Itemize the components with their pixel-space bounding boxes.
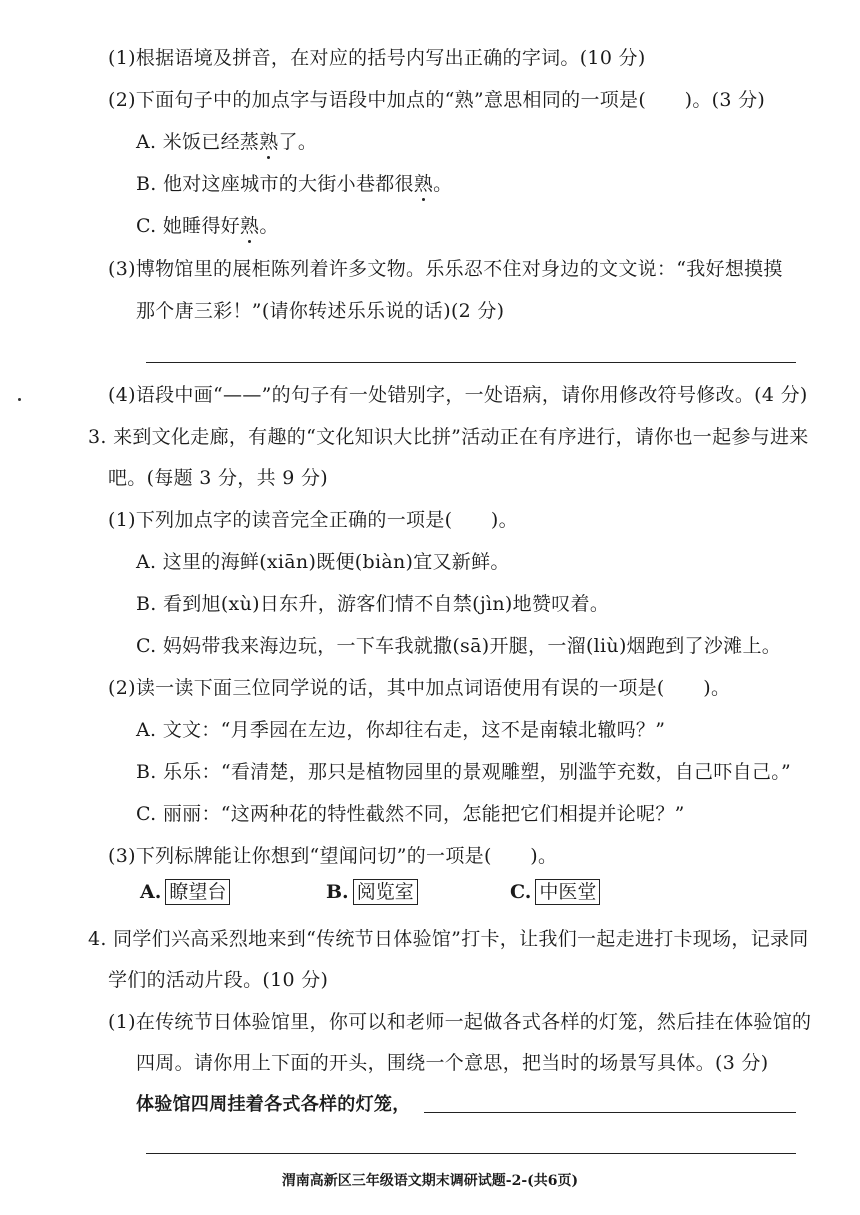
sign-a: 瞭望台 <box>165 879 230 905</box>
answer-line-q2-3[interactable] <box>146 362 796 363</box>
q3-sub3-option-b: B. 阅览室 <box>326 878 418 906</box>
q3-sub2: (2)读一读下面三位同学说的话，其中加点词语使用有误的一项是( )。 <box>108 677 731 699</box>
q3-sub3-option-a: A. 瞭望台 <box>140 878 230 906</box>
q3-heading-line2: 吧。(每题 3 分，共 9 分) <box>108 467 328 489</box>
q4-sub1-prompt: 体验馆四周挂着各式各样的灯笼， <box>136 1094 411 1115</box>
q2-sub2: (2)下面句子中的加点字与语段中加点的“熟”意思相同的一项是( )。(3 分) <box>108 89 766 111</box>
q3-sub2-option-c: C. 丽丽：“这两种花的特性截然不同，怎能把它们相提并论呢？” <box>136 803 685 825</box>
q2-sub2-option-b: B. 他对这座城市的大街小巷都很熟。 <box>136 173 453 195</box>
sign-b: 阅览室 <box>353 879 418 905</box>
q2-sub2-option-c: C. 她睡得好熟。 <box>136 215 279 237</box>
q3-sub1-option-b: B. 看到旭(xù)日东升，游客们情不自禁(jìn)地赞叹着。 <box>136 593 610 615</box>
q3-sub3-option-c: C. 中医堂 <box>510 878 600 906</box>
q3-sub1-option-c: C. 妈妈带我来海边玩，一下车我就撒(sā)开腿，一溜(liù)烟跑到了沙滩上。 <box>136 635 782 657</box>
q3-heading-line1: 3. 来到文化走廊，有趣的“文化知识大比拼”活动正在有序进行，请你也一起参与进来 <box>88 426 809 448</box>
q2-sub3-line2: 那个唐三彩！”(请你转述乐乐说的话)(2 分) <box>136 300 505 322</box>
answer-line-q4-1a[interactable] <box>424 1112 796 1113</box>
sign-c: 中医堂 <box>535 879 600 905</box>
q4-heading-line1: 4. 同学们兴高采烈地来到“传统节日体验馆”打卡，让我们一起走进打卡现场，记录同 <box>88 928 809 950</box>
q3-sub3: (3)下列标牌能让你想到“望闻问切”的一项是( )。 <box>108 845 558 867</box>
q2-sub1: (1)根据语境及拼音，在对应的括号内写出正确的字词。(10 分) <box>108 47 646 69</box>
q3-sub1: (1)下列加点字的读音完全正确的一项是( )。 <box>108 509 518 531</box>
q3-sub1-option-a: A. 这里的海鲜(xiān)既便(biàn)宜又新鲜。 <box>136 551 510 573</box>
q4-sub1-line1: (1)在传统节日体验馆里，你可以和老师一起做各式各样的灯笼，然后挂在体验馆的 <box>108 1011 812 1033</box>
q3-sub2-option-b: B. 乐乐：“看清楚，那只是植物园里的景观雕塑，别滥竽充数，自己吓自己。” <box>136 761 792 783</box>
stray-mark <box>18 398 21 401</box>
q2-sub3-line1: (3)博物馆里的展柜陈列着许多文物。乐乐忍不住对身边的文文说：“我好想摸摸 <box>108 258 783 280</box>
page-footer: 渭南高新区三年级语文期末调研试题-2-(共6页) <box>281 1173 579 1189</box>
q4-heading-line2: 学们的活动片段。(10 分) <box>108 969 329 991</box>
q4-sub1-line2: 四周。请你用上下面的开头，围绕一个意思，把当时的场景写具体。(3 分) <box>136 1052 769 1074</box>
answer-line-q4-1b[interactable] <box>146 1153 796 1154</box>
q3-sub2-option-a: A. 文文：“月季园在左边，你却往右走，这不是南辕北辙吗？” <box>136 719 666 741</box>
q2-sub4: (4)语段中画“——”的句子有一处错别字，一处语病，请你用修改符号修改。(4 分) <box>108 384 808 406</box>
q2-sub2-option-a: A. 米饭已经蒸熟了。 <box>136 131 318 153</box>
